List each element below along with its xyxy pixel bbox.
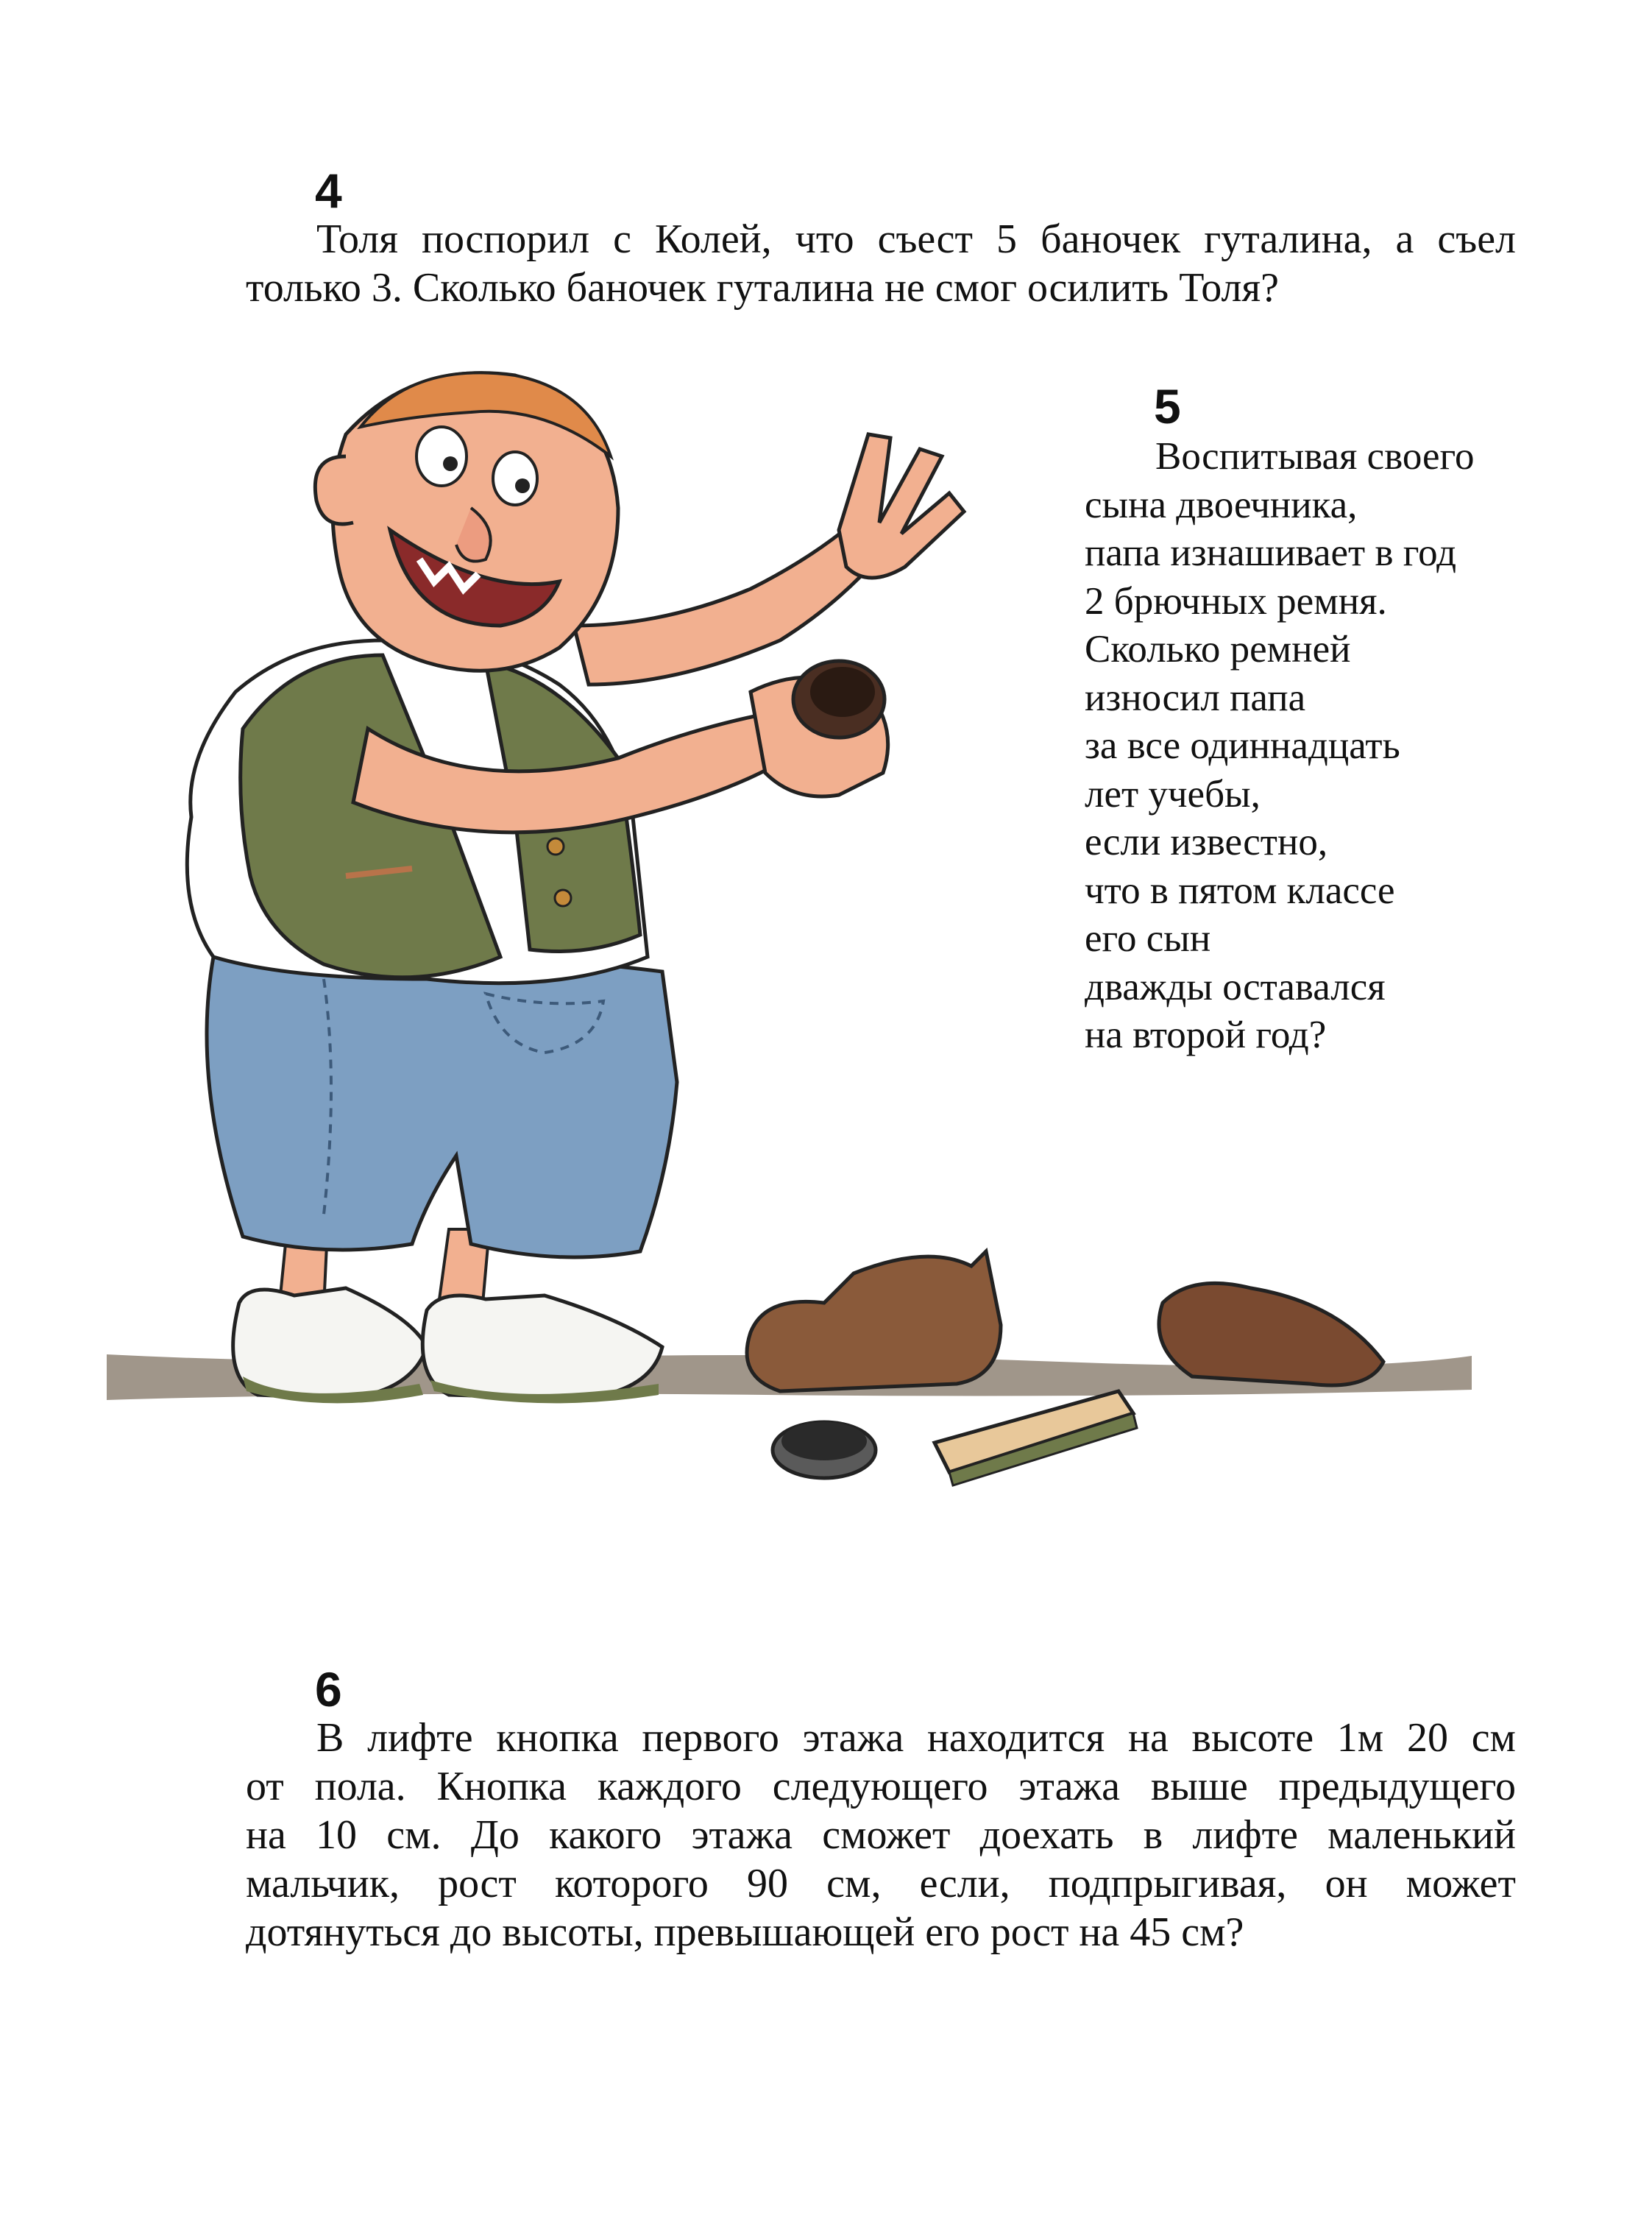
left-sneaker (233, 1288, 427, 1399)
text-line: папа изнашивает в год (1085, 531, 1457, 574)
problem-4-number: 4 (315, 163, 342, 218)
text-line: В лифте кнопка первого этажа находится на высоте 1м 20 см (316, 1715, 1516, 1761)
boy-with-shoe-polish-illustration (103, 346, 1472, 1553)
text-line: мальчик, рост которого 90 см, если, подпрыгивая, он может (246, 1861, 1516, 1906)
problem-6-text (246, 1714, 1516, 1956)
text-line: износил папа (1085, 676, 1306, 719)
text-line: дотянуться до высоты, превышающей его рост на 45 см? (246, 1909, 1244, 1955)
floor-polish-jar-top (781, 1422, 867, 1460)
left-eye (416, 427, 467, 486)
text-line: его сын (1085, 917, 1211, 960)
vest-button (547, 838, 564, 855)
text-line: Сколько ремней (1085, 628, 1351, 671)
problem-5-number: 5 (1154, 379, 1181, 434)
problem-4-text (246, 215, 1516, 312)
problem-6-number: 6 (315, 1662, 342, 1717)
text-line: 2 брючных ремня. (1085, 579, 1387, 623)
text-line: на второй год? (1085, 1014, 1327, 1056)
text-line: от пола. Кнопка каждого следующего этажа выше предыдущего (246, 1764, 1516, 1809)
text-line: Толя поспорил с Колей, что съест 5 баночек гуталина, а съел (316, 216, 1516, 262)
text-line: если известно, (1085, 821, 1328, 863)
text-line: дважды оставался (1085, 965, 1386, 1008)
text-line: сына двоечника, (1085, 483, 1358, 526)
right-eye (493, 452, 537, 505)
raised-hand (839, 434, 964, 578)
right-sneaker (422, 1295, 662, 1399)
text-line: Воспитывая своего (1155, 435, 1475, 478)
brown-shoe (1159, 1283, 1383, 1385)
text-line: за все одиннадцать (1085, 724, 1400, 767)
text-line: что в пятом классе (1085, 869, 1395, 912)
text-line: на 10 см. До какого этажа сможет доехать в лифте маленький (246, 1812, 1516, 1858)
brown-boot (747, 1251, 1001, 1391)
shorts (207, 944, 677, 1257)
polish-jar-inside (810, 667, 875, 717)
left-pupil (443, 456, 458, 471)
vest-button (555, 890, 571, 906)
text-line: лет учебы, (1085, 772, 1261, 816)
right-pupil (515, 478, 530, 493)
text-line: только 3. Сколько баночек гуталина не смог осилить Толя? (246, 265, 1280, 311)
